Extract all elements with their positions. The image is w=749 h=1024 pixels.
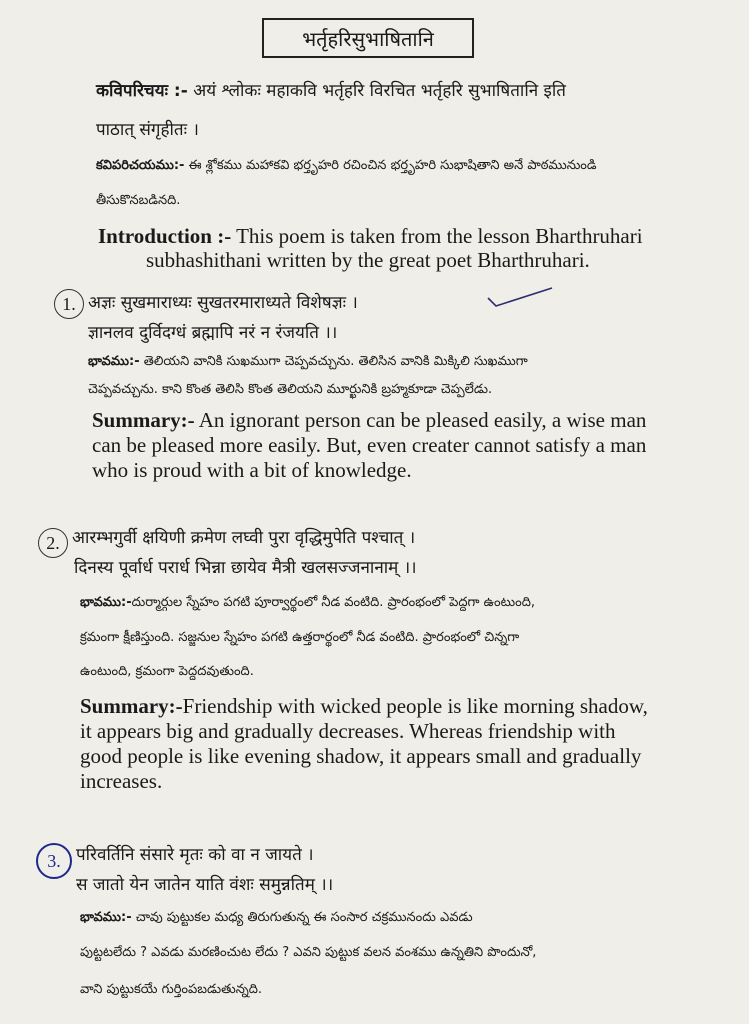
verse-1-summary-label: Summary:- <box>92 408 195 432</box>
verse-2-bhavam-label: భావము:- <box>80 595 132 610</box>
kavi-sanskrit-line-1 <box>96 78 566 101</box>
verse-3-bhavam-line-2: పుట్టటలేదు ? ఎవడు మరణించుట లేదు ? ఎవని పుట్టుక వలన వంశము ఉన్నతిని పొందునో, <box>80 945 537 960</box>
kavi-telugu-line-1 <box>96 158 597 176</box>
verse-2-summary-line-3: good people is like evening shadow, it appears small and gradually <box>80 744 642 768</box>
verse-number-3: 3. <box>36 843 72 879</box>
verse-1-bhavam-line-2: చెప్పవచ్చును. కాని కొంత తెలిసి కొంత తెలియని మూర్ఖునికి బ్రహ్మకూడా చెప్పలేడు. <box>88 382 493 397</box>
verse-1-summary-line-2: can be pleased more easily. But, even creater cannot satisfy a man <box>92 433 647 457</box>
verse-3-bhavam-line-3: వాని పుట్టుకయే గుర్తింపబడుతున్నది. <box>80 982 263 997</box>
kavi-sanskrit-line-2: पाठात् संगृहीतः । <box>96 120 199 140</box>
verse-1-summary-line-3: who is proud with a bit of knowledge. <box>92 458 412 482</box>
kavi-sanskrit-text: अयं श्लोकः महाकवि भर्तृहरि विरचित भर्तृहरि सुभाषितानि इति <box>187 81 566 101</box>
verse-2-bhavam-line-1 <box>80 595 535 613</box>
verse-number-1: 1. <box>54 289 84 319</box>
verse-3-shloka-line-1: परिवर्तिनि संसारे मृतः को वा न जायते । <box>76 845 314 865</box>
kavi-telugu-label: కవిపరిచయము:- <box>96 158 185 173</box>
introduction-text: This poem is taken from the lesson Bharthruhari <box>231 224 643 248</box>
verse-3-shloka-line-2: स जातो येन जातेन याति वंशः समुन्नतिम् ।। <box>76 875 334 895</box>
verse-2-bhavam-line-3: ఉంటుంది, క్రమంగా పెద్దదవుతుంది. <box>80 664 254 679</box>
page-title-box <box>262 18 474 58</box>
verse-2-shloka-line-1: आरम्भगुर्वी क्षयिणी क्रमेण लघ्वी पुरा वृद्धिमुपेति पश्चात् । <box>72 528 416 548</box>
tick-mark-icon <box>486 284 556 310</box>
introduction-label: Introduction :- <box>98 224 232 248</box>
verse-2-summary-text: Friendship with wicked people is like morning shadow, <box>182 694 648 718</box>
page-title: भर्तृहरिसुभाषितानि <box>302 26 434 51</box>
kavi-sanskrit-label: कविपरिचयः :- <box>96 81 188 101</box>
verse-1-shloka-line-1: अज्ञः सुखमाराध्यः सुखतरमाराध्यते विशेषज्ञः । <box>88 293 358 313</box>
verse-2-bhavam-text: దుర్మార్గుల స్నేహం పగటి పూర్వార్థంలో నీడ వంటిది. ప్రారంభంలో పెద్దగా ఉంటుంది, <box>131 595 536 610</box>
introduction-line-2: subhashithani written by the great poet Bharthruhari. <box>146 248 590 272</box>
kavi-telugu-line-2: తీసుకొనబడినది. <box>96 193 181 208</box>
verse-2-summary-line-4: increases. <box>80 769 163 793</box>
verse-1-summary-line-1 <box>92 408 646 433</box>
verse-2-bhavam-line-2: క్రమంగా క్షీణిస్తుంది. సజ్జనుల స్నేహం పగటి ఉత్తరార్థంలో నీడ వంటిది. ప్రారంభంలో చిన్నగా <box>80 630 520 645</box>
introduction-line-1 <box>98 224 643 249</box>
verse-2-summary-label: Summary:- <box>80 694 183 718</box>
verse-3-bhavam-text: చావు పుట్టుకల మధ్య తిరుగుతున్న ఈ సంసార చక్రమునందు ఎవడు <box>131 910 473 925</box>
verse-number-2: 2. <box>38 528 68 558</box>
verse-2-summary-line-2: it appears big and gradually decreases. Whereas friendship with <box>80 719 616 743</box>
verse-2-shloka-line-2: दिनस्य पूर्वार्ध परार्ध भिन्ना छायेव मैत्री खलसज्जनानाम् ।। <box>74 558 417 578</box>
verse-1-bhavam-line-1 <box>88 354 528 372</box>
verse-1-bhavam-label: భావము:- <box>88 354 140 369</box>
verse-1-bhavam-text: తెలియని వానికి సుఖముగా చెప్పవచ్చును. తెలిసిన వానికి మిక్కిలి సుఖముగా <box>139 354 528 369</box>
verse-3-bhavam-label: భావము:- <box>80 910 132 925</box>
kavi-telugu-text: ఈ శ్లోకము మహాకవి భర్తృహరి రచించిన భర్తృహరి సుభాషితాని అనే పాఠమునుండి <box>184 158 597 173</box>
verse-1-summary-text: An ignorant person can be pleased easily, a wise man <box>194 408 647 432</box>
verse-1-shloka-line-2: ज्ञानलव दुर्विदग्धं ब्रह्मापि नरं न रंजयति ।। <box>88 323 338 343</box>
verse-3-bhavam-line-1 <box>80 910 473 928</box>
verse-2-summary-line-1 <box>80 694 648 719</box>
